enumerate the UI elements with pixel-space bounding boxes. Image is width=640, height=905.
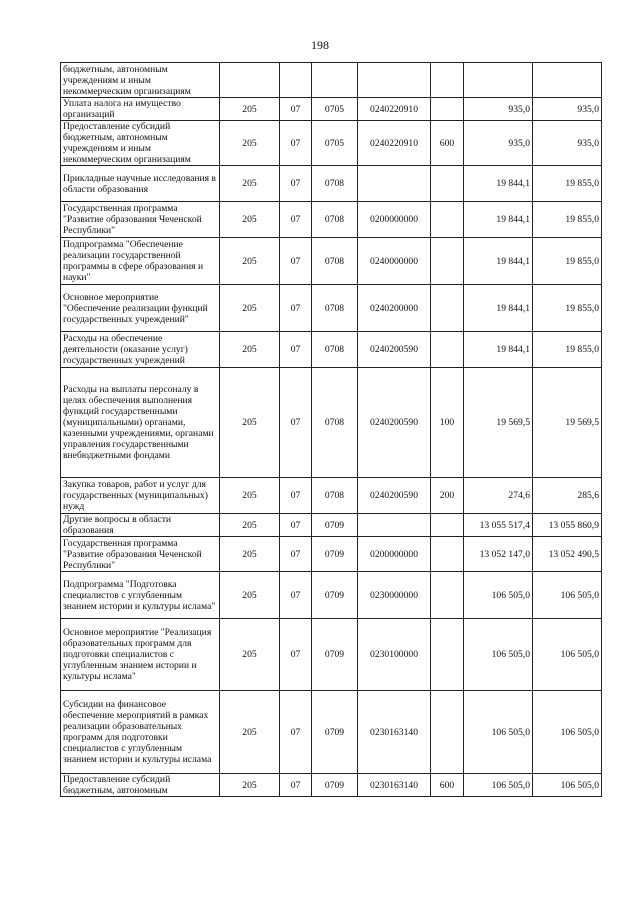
expense-type-cell: 600 bbox=[431, 774, 464, 797]
table-row bbox=[61, 285, 602, 332]
target-article-cell: 0240220910 bbox=[358, 98, 431, 121]
ministry-code-cell: 205 bbox=[220, 572, 280, 619]
row-name-cell: Расходы на обеспечение деятельности (оказание услуг) государственных учреждений bbox=[61, 332, 220, 368]
amount-year1-cell: 274,6 bbox=[464, 478, 533, 514]
subsection-code-cell: 0708 bbox=[312, 368, 358, 478]
amount-year1-cell: 19 844,1 bbox=[464, 238, 533, 285]
target-article-cell: 0240200000 bbox=[358, 285, 431, 332]
section-code-cell: 07 bbox=[280, 619, 312, 691]
target-article-cell: 0230000000 bbox=[358, 572, 431, 619]
amount-year1-cell: 106 505,0 bbox=[464, 774, 533, 797]
expense-type-cell bbox=[431, 285, 464, 332]
row-name-cell: Основное мероприятие "Реализация образовательных программ для подготовки специалистов с углубленным знанием истории и культуры ислама" bbox=[61, 619, 220, 691]
table-row bbox=[61, 98, 602, 121]
ministry-code-cell: 205 bbox=[220, 514, 280, 537]
row-name-cell: бюджетным, автономным учреждениям и иным некоммерческим организациям bbox=[61, 63, 220, 98]
amount-year2-cell bbox=[533, 63, 602, 98]
ministry-code-cell: 205 bbox=[220, 285, 280, 332]
expense-type-cell bbox=[431, 202, 464, 238]
target-article-cell: 0240220910 bbox=[358, 121, 431, 166]
row-name-cell: Предоставление субсидий бюджетным, автономным учреждениям и иным некоммерческим организациям bbox=[61, 121, 220, 166]
section-code-cell: 07 bbox=[280, 368, 312, 478]
amount-year1-cell bbox=[464, 63, 533, 98]
table-row bbox=[61, 332, 602, 368]
amount-year1-cell: 106 505,0 bbox=[464, 572, 533, 619]
section-code-cell bbox=[280, 63, 312, 98]
ministry-code-cell bbox=[220, 63, 280, 98]
expense-type-cell: 200 bbox=[431, 478, 464, 514]
target-article-cell: 0240000000 bbox=[358, 238, 431, 285]
amount-year1-cell: 19 844,1 bbox=[464, 202, 533, 238]
amount-year2-cell: 19 855,0 bbox=[533, 285, 602, 332]
target-article-cell: 0230100000 bbox=[358, 619, 431, 691]
section-code-cell: 07 bbox=[280, 572, 312, 619]
target-article-cell: 0200000000 bbox=[358, 202, 431, 238]
row-name-cell: Государственная программа "Развитие образования Чеченской Республики" bbox=[61, 537, 220, 572]
table-row bbox=[61, 63, 602, 98]
subsection-code-cell: 0709 bbox=[312, 619, 358, 691]
amount-year1-cell: 19 844,1 bbox=[464, 166, 533, 202]
amount-year2-cell: 935,0 bbox=[533, 121, 602, 166]
target-article-cell bbox=[358, 514, 431, 537]
row-name-cell: Субсидии на финансовое обеспечение мероприятий в рамках реализации образовательных программ для подготовки специалистов с углубленным знанием истории и культуры ислама bbox=[61, 691, 220, 774]
ministry-code-cell: 205 bbox=[220, 98, 280, 121]
subsection-code-cell: 0709 bbox=[312, 774, 358, 797]
ministry-code-cell: 205 bbox=[220, 332, 280, 368]
section-code-cell: 07 bbox=[280, 285, 312, 332]
ministry-code-cell: 205 bbox=[220, 121, 280, 166]
table-row bbox=[61, 121, 602, 166]
amount-year1-cell: 19 844,1 bbox=[464, 332, 533, 368]
table-body bbox=[61, 63, 602, 797]
ministry-code-cell: 205 bbox=[220, 619, 280, 691]
subsection-code-cell bbox=[312, 63, 358, 98]
section-code-cell: 07 bbox=[280, 478, 312, 514]
target-article-cell: 0240200590 bbox=[358, 332, 431, 368]
expense-type-cell bbox=[431, 514, 464, 537]
table-row bbox=[61, 166, 602, 202]
expense-type-cell bbox=[431, 166, 464, 202]
table-row bbox=[61, 238, 602, 285]
amount-year1-cell: 935,0 bbox=[464, 98, 533, 121]
amount-year2-cell: 285,6 bbox=[533, 478, 602, 514]
target-article-cell: 0200000000 bbox=[358, 537, 431, 572]
section-code-cell: 07 bbox=[280, 537, 312, 572]
ministry-code-cell: 205 bbox=[220, 537, 280, 572]
ministry-code-cell: 205 bbox=[220, 691, 280, 774]
expense-type-cell: 600 bbox=[431, 121, 464, 166]
amount-year1-cell: 19 569,5 bbox=[464, 368, 533, 478]
amount-year2-cell: 106 505,0 bbox=[533, 691, 602, 774]
expense-type-cell bbox=[431, 98, 464, 121]
amount-year2-cell: 19 855,0 bbox=[533, 238, 602, 285]
page-number: 198 bbox=[311, 38, 329, 52]
row-name-cell: Другие вопросы в области образования bbox=[61, 514, 220, 537]
amount-year2-cell: 935,0 bbox=[533, 98, 602, 121]
amount-year2-cell: 106 505,0 bbox=[533, 572, 602, 619]
ministry-code-cell: 205 bbox=[220, 202, 280, 238]
row-name-cell: Расходы на выплаты персоналу в целях обеспечения выполнения функций государственными (муниципальными) органами, казенными учреждениями, органами управления государственными внебюджетными фондами bbox=[61, 368, 220, 478]
amount-year2-cell: 19 569,5 bbox=[533, 368, 602, 478]
amount-year2-cell: 13 052 490,5 bbox=[533, 537, 602, 572]
row-name-cell: Прикладные научные исследования в области образования bbox=[61, 166, 220, 202]
amount-year2-cell: 19 855,0 bbox=[533, 166, 602, 202]
subsection-code-cell: 0708 bbox=[312, 332, 358, 368]
table-row bbox=[61, 572, 602, 619]
ministry-code-cell: 205 bbox=[220, 368, 280, 478]
subsection-code-cell: 0709 bbox=[312, 537, 358, 572]
amount-year1-cell: 13 055 517,4 bbox=[464, 514, 533, 537]
amount-year2-cell: 106 505,0 bbox=[533, 619, 602, 691]
section-code-cell: 07 bbox=[280, 202, 312, 238]
expense-type-cell bbox=[431, 238, 464, 285]
amount-year2-cell: 13 055 860,9 bbox=[533, 514, 602, 537]
target-article-cell: 0240200590 bbox=[358, 368, 431, 478]
table-row bbox=[61, 368, 602, 478]
row-name-cell: Подпрограмма "Подготовка специалистов с углубленным знанием истории и культуры ислама" bbox=[61, 572, 220, 619]
table-row bbox=[61, 202, 602, 238]
target-article-cell: 0230163140 bbox=[358, 691, 431, 774]
table-row bbox=[61, 774, 602, 797]
amount-year2-cell: 19 855,0 bbox=[533, 332, 602, 368]
section-code-cell: 07 bbox=[280, 514, 312, 537]
section-code-cell: 07 bbox=[280, 98, 312, 121]
section-code-cell: 07 bbox=[280, 166, 312, 202]
row-name-cell: Основное мероприятие "Обеспечение реализации функций государственных учреждений" bbox=[61, 285, 220, 332]
budget-table bbox=[60, 62, 602, 797]
section-code-cell: 07 bbox=[280, 238, 312, 285]
subsection-code-cell: 0709 bbox=[312, 514, 358, 537]
section-code-cell: 07 bbox=[280, 121, 312, 166]
table-row bbox=[61, 619, 602, 691]
subsection-code-cell: 0709 bbox=[312, 691, 358, 774]
table-row bbox=[61, 514, 602, 537]
subsection-code-cell: 0705 bbox=[312, 98, 358, 121]
amount-year1-cell: 13 052 147,0 bbox=[464, 537, 533, 572]
row-name-cell: Государственная программа "Развитие образования Чеченской Республики" bbox=[61, 202, 220, 238]
subsection-code-cell: 0708 bbox=[312, 166, 358, 202]
subsection-code-cell: 0705 bbox=[312, 121, 358, 166]
expense-type-cell bbox=[431, 537, 464, 572]
amount-year2-cell: 106 505,0 bbox=[533, 774, 602, 797]
amount-year2-cell: 19 855,0 bbox=[533, 202, 602, 238]
subsection-code-cell: 0708 bbox=[312, 478, 358, 514]
expense-type-cell bbox=[431, 619, 464, 691]
row-name-cell: Предоставление субсидий бюджетным, автономным bbox=[61, 774, 220, 797]
table-row bbox=[61, 537, 602, 572]
subsection-code-cell: 0709 bbox=[312, 572, 358, 619]
section-code-cell: 07 bbox=[280, 332, 312, 368]
section-code-cell: 07 bbox=[280, 774, 312, 797]
expense-type-cell bbox=[431, 332, 464, 368]
expense-type-cell bbox=[431, 63, 464, 98]
target-article-cell bbox=[358, 63, 431, 98]
target-article-cell bbox=[358, 166, 431, 202]
table-row bbox=[61, 478, 602, 514]
expense-type-cell bbox=[431, 572, 464, 619]
subsection-code-cell: 0708 bbox=[312, 285, 358, 332]
row-name-cell: Закупка товаров, работ и услуг для государственных (муниципальных) нужд bbox=[61, 478, 220, 514]
ministry-code-cell: 205 bbox=[220, 238, 280, 285]
ministry-code-cell: 205 bbox=[220, 478, 280, 514]
expense-type-cell: 100 bbox=[431, 368, 464, 478]
subsection-code-cell: 0708 bbox=[312, 202, 358, 238]
row-name-cell: Подпрограмма "Обеспечение реализации государственной программы в сфере образования и науки" bbox=[61, 238, 220, 285]
ministry-code-cell: 205 bbox=[220, 166, 280, 202]
amount-year1-cell: 106 505,0 bbox=[464, 619, 533, 691]
expense-type-cell bbox=[431, 691, 464, 774]
section-code-cell: 07 bbox=[280, 691, 312, 774]
amount-year1-cell: 106 505,0 bbox=[464, 691, 533, 774]
ministry-code-cell: 205 bbox=[220, 774, 280, 797]
amount-year1-cell: 19 844,1 bbox=[464, 285, 533, 332]
target-article-cell: 0230163140 bbox=[358, 774, 431, 797]
target-article-cell: 0240200590 bbox=[358, 478, 431, 514]
table-row bbox=[61, 691, 602, 774]
subsection-code-cell: 0708 bbox=[312, 238, 358, 285]
row-name-cell: Уплата налога на имущество организаций bbox=[61, 98, 220, 121]
amount-year1-cell: 935,0 bbox=[464, 121, 533, 166]
